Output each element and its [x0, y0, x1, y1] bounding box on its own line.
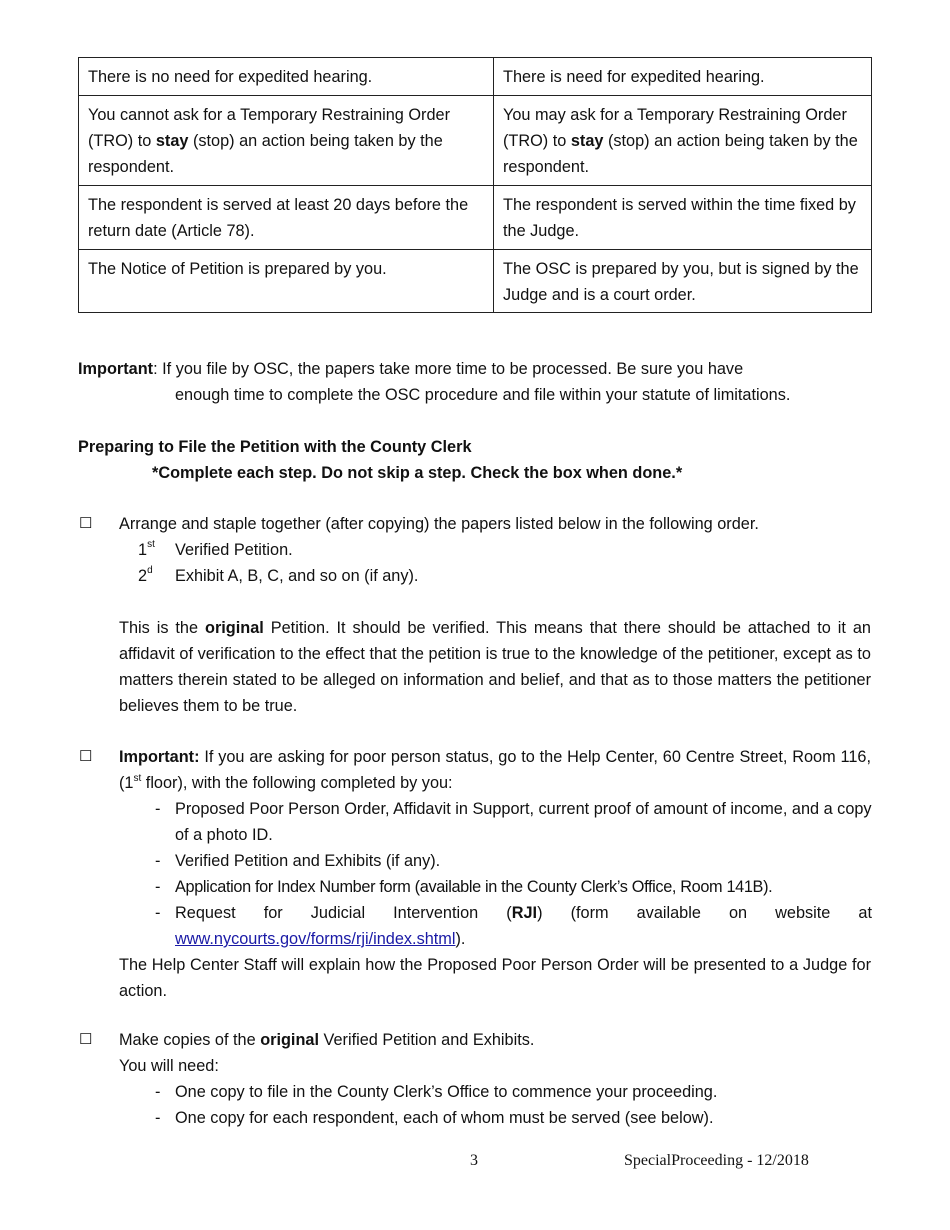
page-number: 3 [470, 1152, 478, 1169]
order-label: Verified Petition. [175, 541, 293, 559]
cell-text: (stop) an action being taken by the respondent. [88, 132, 443, 176]
cell-bold: stay [570, 132, 604, 150]
order-label: Exhibit A, B, C, and so on (if any). [175, 567, 419, 585]
table-cell: The respondent is served at least 20 days before the return date (Article 78). [79, 186, 494, 250]
section-title: Preparing to File the Petition with the County Clerk [78, 438, 472, 456]
step3-text: Make copies of the original Verified Petition and Exhibits. [119, 1031, 535, 1049]
footer-doc-label: SpecialProceeding - 12/2018 [624, 1152, 809, 1169]
list-item: Verified Petition and Exhibits (if any). [175, 852, 441, 870]
table-cell: The OSC is prepared by you, but is signed by the Judge and is a court order. [494, 250, 872, 313]
table-row [79, 186, 872, 250]
comparison-table [78, 57, 872, 313]
list-item: Application for Index Number form (available in the County Clerk’s Office, Room 141B). [175, 878, 773, 896]
original-petition-paragraph: This is the original Petition. It should be verified. This means that there should be attached to it an affidavit of verification to the effect that the petition is true to the knowledge of the petitioner, except as to matters therein stated to be alleged on information and belief, and that as to those matters the petitioner believes them to be true. [119, 619, 871, 715]
section-subtitle: *Complete each step. Do not skip a step. Check the box when done.* [152, 464, 683, 482]
table-cell [494, 96, 872, 186]
cell-text: You cannot ask for a Temporary Restraining Order (TRO) to [88, 106, 450, 150]
checkbox-icon[interactable]: ☐ [79, 1031, 93, 1048]
table-row [79, 250, 872, 313]
important-label: Important [78, 360, 154, 378]
table-cell: There is need for expedited hearing. [494, 58, 872, 96]
list-item: One copy for each respondent, each of whom must be served (see below). [175, 1109, 714, 1127]
table-cell: The respondent is served within the time fixed by the Judge. [494, 186, 872, 250]
step1-text: Arrange and staple together (after copying) the papers listed below in the following order. [119, 515, 759, 533]
cell-text: You may ask for a Temporary Restraining Order (TRO) to [503, 106, 847, 150]
bullet-dash: - [155, 1083, 161, 1101]
order-number: 2$^d$ [138, 565, 153, 585]
table-cell: The Notice of Petition is prepared by you. [79, 250, 494, 313]
bullet-dash: - [155, 852, 161, 870]
list-item: One copy to file in the County Clerk’s Office to commence your proceeding. [175, 1083, 718, 1101]
table-cell: There is no need for expedited hearing. [79, 58, 494, 96]
cell-bold: stay [155, 132, 189, 150]
important-note [78, 356, 872, 408]
table-row [79, 58, 872, 96]
rji-link-line: www.nycourts.gov/forms/rji/index.shtml). [175, 930, 466, 948]
bullet-dash: - [155, 904, 161, 922]
table-cell [79, 96, 494, 186]
bullet-dash: - [155, 800, 161, 818]
order-number: 1st [138, 539, 155, 559]
help-center-note: The Help Center Staff will explain how the Proposed Poor Person Order will be presented to a Judge for action. [119, 956, 871, 1000]
table-row [79, 96, 872, 186]
checkbox-icon[interactable]: ☐ [79, 748, 93, 765]
important-line2: enough time to complete the OSC procedure and file within your statute of limitations. [175, 386, 791, 404]
cell-text: (stop) an action being taken by the respondent. [503, 132, 858, 176]
important-line1: : If you file by OSC, the papers take more time to be processed. Be sure you have [153, 360, 744, 378]
bullet-dash: - [155, 878, 161, 896]
rji-link[interactable]: www.nycourts.gov/forms/rji/index.shtml [175, 930, 456, 948]
checkbox-icon[interactable]: ☐ [79, 515, 93, 532]
step3-need: You will need: [119, 1057, 219, 1075]
bullet-dash: - [155, 1109, 161, 1127]
list-item: Request for Judicial Intervention (RJI) (form available on website at [175, 904, 872, 922]
step2-text: Important: If you are asking for poor person status, go to the Help Center, 60 Centre Street, Room 116, (1st floor), with the following completed by you: [119, 748, 871, 792]
list-item: Proposed Poor Person Order, Affidavit in Support, current proof of amount of income, and a copy of a photo ID. [175, 800, 872, 844]
